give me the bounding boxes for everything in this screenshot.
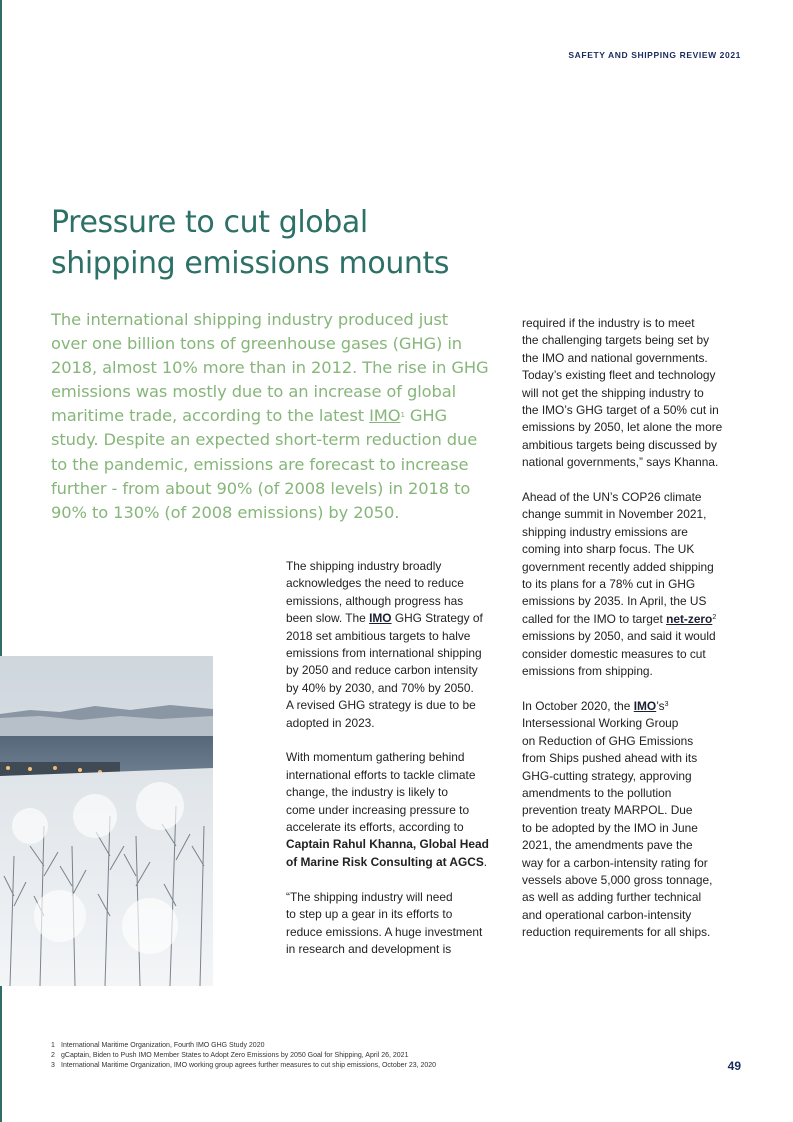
page-number: 49 [727,1059,741,1073]
text-line: emissions by 2050, and said it would [522,629,716,644]
text-line: prevention treaty MARPOL. Due [522,803,693,818]
text-line: ’s [656,698,665,713]
text-line: called for the IMO to target [522,611,667,626]
text-line: government recently added shipping [522,559,714,574]
footnote-ref[interactable]: 3 [664,700,669,708]
text-line: 2018 set ambitious targets to halve [286,628,471,643]
text-line: and operational carbon-intensity [522,907,692,922]
text-line: With momentum gathering behind [286,750,465,765]
lead-line: 90% to 130% (of 2008 emissions) by 2050. [51,502,400,522]
text-line: Today’s existing fleet and technology [522,368,716,383]
text-line: amendments to the pollution [522,785,672,800]
title-line: Pressure to cut global [51,205,368,240]
net-zero-link[interactable]: net-zero [666,611,713,626]
text-line: reduce emissions. A huge investment [286,924,483,939]
footnote [51,1041,436,1051]
footnote-number: 3 [51,1062,55,1069]
text-line: to step up a gear in its efforts to [286,907,453,922]
text-line: required if the industry is to meet [522,316,695,330]
article-title [51,202,511,284]
footnote-ref[interactable]: 1 [400,411,405,420]
text-line: the challenging targets being set by [522,333,710,348]
footnote-ref[interactable]: 2 [712,613,717,621]
lead-paragraph [51,308,501,525]
text-line: “The shipping industry will need [286,889,453,904]
lead-line: further - from about 90% (of 2008 levels) in 2018 to [51,478,471,498]
footnote-number: 2 [51,1052,55,1059]
text-line: to its plans for a 78% cut in GHG [522,577,696,592]
text-line: the IMO and national governments. [522,350,708,365]
text-line: reduction requirements for all ships. [522,925,711,940]
right-column [522,315,744,942]
text-line: coming into sharp focus. The UK [522,542,695,557]
text-line: way for a carbon-intensity rating for [522,855,708,870]
footnote-number: 1 [51,1042,55,1049]
text-line: national governments,” says Khanna. [522,455,719,470]
footnotes [51,1041,436,1071]
text-line: GHG-cutting strategy, approving [522,768,692,783]
quoted-expert-title: of Marine Risk Consulting at AGCS [286,854,484,869]
text-line: emissions from shipping. [522,664,653,679]
text-line: by 40% by 2030, and 70% by 2050. [286,680,474,695]
imo-link[interactable]: IMO [633,698,657,713]
footnote [51,1051,436,1061]
lead-line: over one billion tons of greenhouse gases (GHG) in [51,334,462,354]
lead-line: 2018, almost 10% more than in 2012. The rise in GHG [51,358,489,378]
text-line: been slow. The [286,611,370,626]
paragraph [522,315,744,472]
text-line: . [483,854,488,869]
footnote-text: International Maritime Organization, IMO working group agrees further measures to cut ship emissions, October 23, 2020 [61,1062,437,1069]
paragraph [286,889,506,959]
footnote-text: gCaptain, Biden to Push IMO Member States to Adopt Zero Emissions by 2050 Goal for Shipping, April 26, 2021 [61,1052,409,1059]
footnote [51,1061,436,1071]
text-line: emissions by 2050, let alone the more [522,420,723,435]
text-line: change summit in November 2021, [522,507,707,522]
lead-line: emissions was mostly due to an increase of global [51,382,457,402]
footnote-text: International Maritime Organization, Fourth IMO GHG Study 2020 [61,1042,265,1049]
text-line: accelerate its efforts, according to [286,820,464,835]
text-line: The shipping industry broadly [286,559,442,573]
imo-link[interactable]: IMO [369,406,401,426]
text-line: the IMO’s GHG target of a 50% cut in [522,403,719,418]
text-line: acknowledges the need to reduce [286,576,464,591]
paragraph [522,489,744,680]
text-line: Ahead of the UN’s COP26 climate [522,490,702,505]
text-line: in research and development is [286,941,452,956]
text-line: by 2050 and reduce carbon intensity [286,663,478,678]
text-line: GHG Strategy of [391,611,483,626]
lead-line: GHG [404,406,448,426]
middle-column [286,558,506,958]
text-line: from Ships pushed ahead with its [522,751,698,766]
text-line: emissions, although progress has [286,593,464,608]
lead-line: The international shipping industry produced just [51,310,449,329]
lead-line: to the pandemic, emissions are forecast to increase [51,454,469,474]
imo-link[interactable]: IMO [369,611,392,626]
text-line: consider domestic measures to cut [522,646,706,661]
paragraph [286,558,506,732]
text-line: as well as adding further technical [522,890,702,905]
text-line: A revised GHG strategy is due to be [286,698,476,713]
text-line: ambitious targets being discussed by [522,437,717,452]
text-line: on Reduction of GHG Emissions [522,733,694,748]
text-line: come under increasing pressure to [286,802,470,817]
snowy-fjord-photo [0,656,213,986]
text-line: 2021, the amendments pave the [522,838,693,853]
text-line: shipping industry emissions are [522,524,688,539]
text-line: In October 2020, the [522,698,634,713]
text-line: to be adopted by the IMO in June [522,820,698,835]
paragraph [286,749,506,871]
text-line: international efforts to tackle climate [286,767,476,782]
text-line: Intersessional Working Group [522,716,679,731]
quoted-expert-name: Captain Rahul Khanna, Global Head [286,837,489,852]
running-header: SAFETY AND SHIPPING REVIEW 2021 [568,50,741,60]
text-line: change, the industry is likely to [286,785,448,800]
paragraph [522,698,744,942]
text-line: will not get the shipping industry to [522,385,704,400]
text-line: emissions from international shipping [286,646,482,661]
lead-line: study. Despite an expected short-term reduction due [51,430,478,450]
text-line: emissions by 2035. In April, the US [522,594,707,609]
title-line: shipping emissions mounts [51,246,450,281]
text-line: vessels above 5,000 gross tonnage, [522,872,713,887]
lead-line: maritime trade, according to the latest [51,406,370,426]
text-line: adopted in 2023. [286,715,375,730]
